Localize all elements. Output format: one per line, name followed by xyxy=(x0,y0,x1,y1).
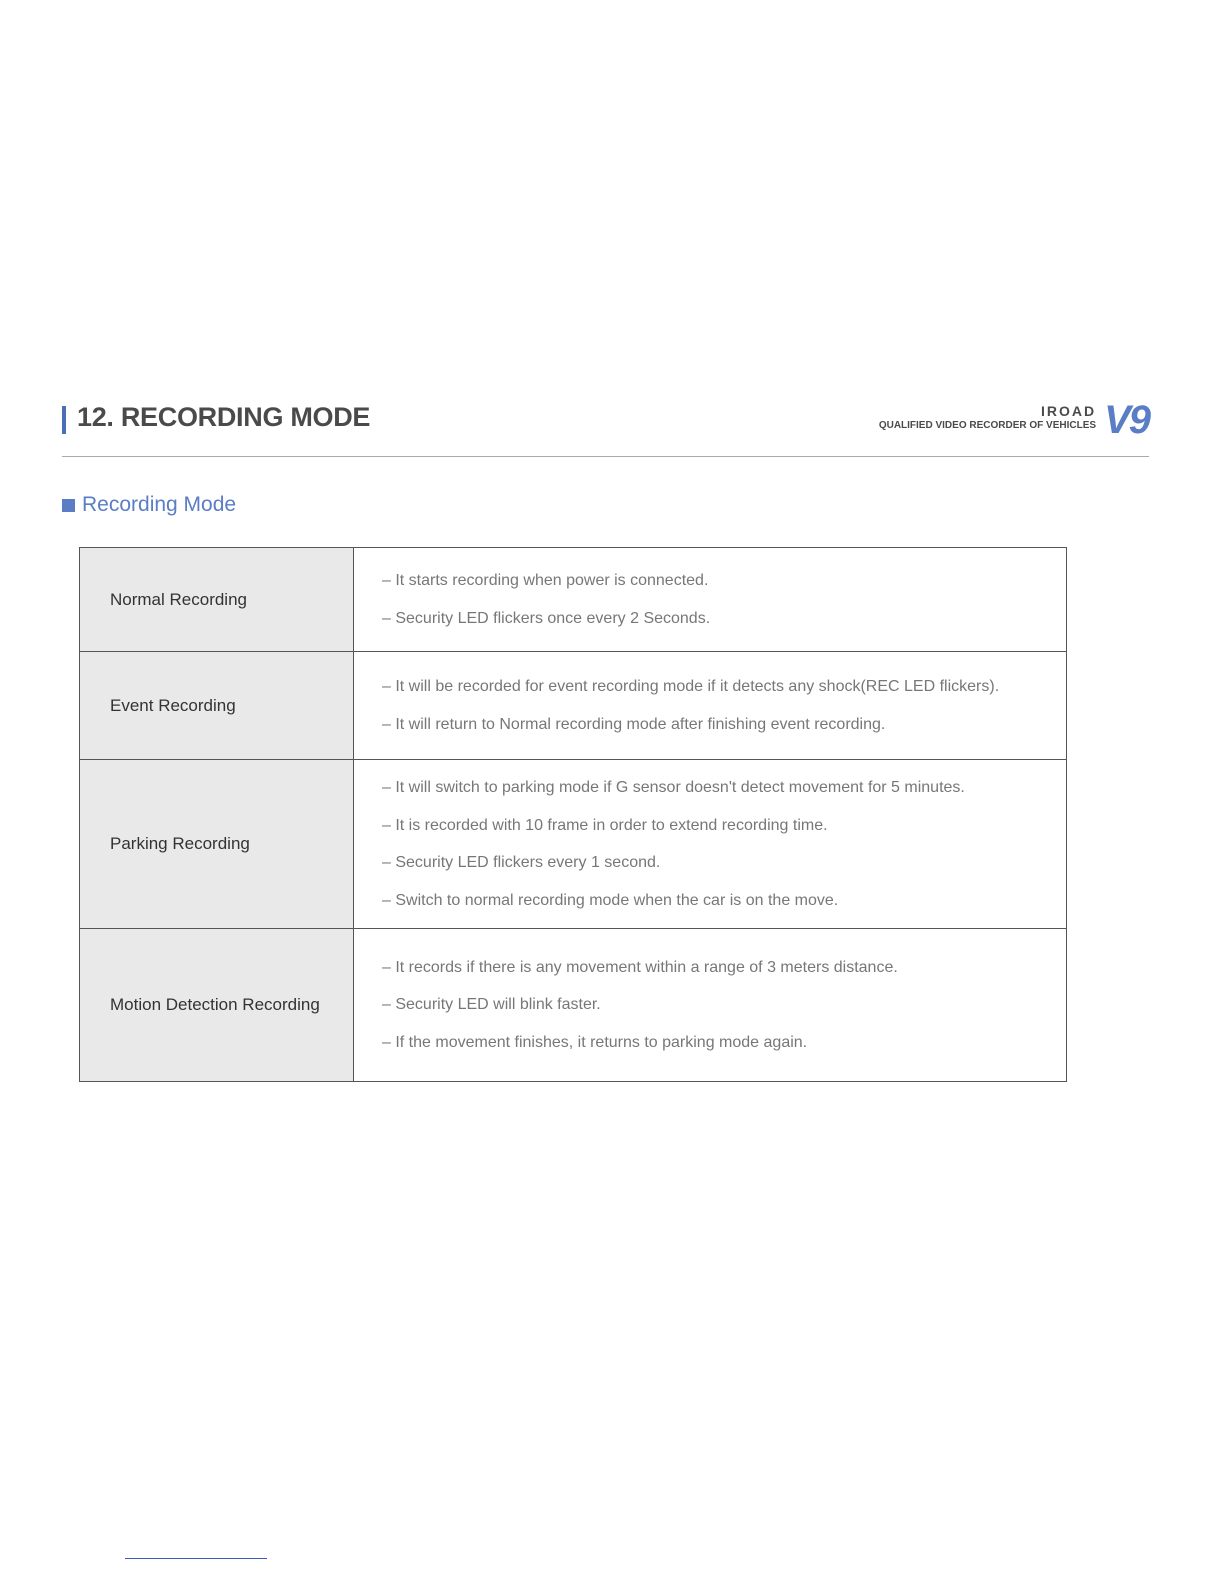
description-line: – If the movement finishes, it returns to parking mode again. xyxy=(382,1033,808,1051)
brand-text xyxy=(879,404,1096,432)
description-line: – Security LED will blink faster. xyxy=(382,996,601,1014)
title-accent-bar xyxy=(62,406,66,434)
table-row xyxy=(80,929,1067,1082)
description-line: – Security LED flickers once every 2 Seconds. xyxy=(382,609,711,627)
mode-description xyxy=(354,760,1067,929)
brand-logo xyxy=(878,398,1149,442)
section-heading xyxy=(62,490,236,520)
header-divider xyxy=(62,456,1149,457)
description-line: – It will return to Normal recording mode after finishing event recording. xyxy=(382,715,886,733)
brand-tagline: QUALIFIED VIDEO RECORDER OF VEHICLES xyxy=(878,420,1097,431)
page-header xyxy=(62,400,1149,440)
brand-model: V9 xyxy=(1104,398,1149,442)
footer-rule xyxy=(125,1558,267,1559)
section-title: Recording Mode xyxy=(82,493,237,516)
description-line: – Switch to normal recording mode when the car is on the move. xyxy=(382,891,839,909)
page-title: 12. RECORDING MODE xyxy=(77,402,371,432)
description-line: – Security LED flickers every 1 second. xyxy=(382,854,661,871)
description-line: – It starts recording when power is connected. xyxy=(382,572,709,589)
description-line: – It is recorded with 10 frame in order to extend recording time. xyxy=(382,816,828,834)
table-row xyxy=(80,548,1067,652)
description-line: – It will be recorded for event recording mode if it detects any shock(REC LED flickers). xyxy=(382,678,1000,695)
mode-description xyxy=(354,652,1067,760)
mode-label: Normal Recording xyxy=(80,548,354,652)
description-line: – It will switch to parking mode if G sensor doesn't detect movement for 5 minutes. xyxy=(382,779,965,796)
mode-description xyxy=(354,929,1067,1082)
square-bullet-icon xyxy=(62,499,75,512)
description-line: – It records if there is any movement within a range of 3 meters distance. xyxy=(382,958,898,976)
mode-description xyxy=(354,548,1067,652)
mode-label: Motion Detection Recording xyxy=(80,929,354,1082)
mode-label: Event Recording xyxy=(80,652,354,760)
brand-name: IROAD xyxy=(1040,403,1097,419)
mode-label: Parking Recording xyxy=(80,760,354,929)
table-row xyxy=(80,652,1067,760)
table-row xyxy=(80,760,1067,929)
recording-mode-table xyxy=(79,547,1067,1082)
